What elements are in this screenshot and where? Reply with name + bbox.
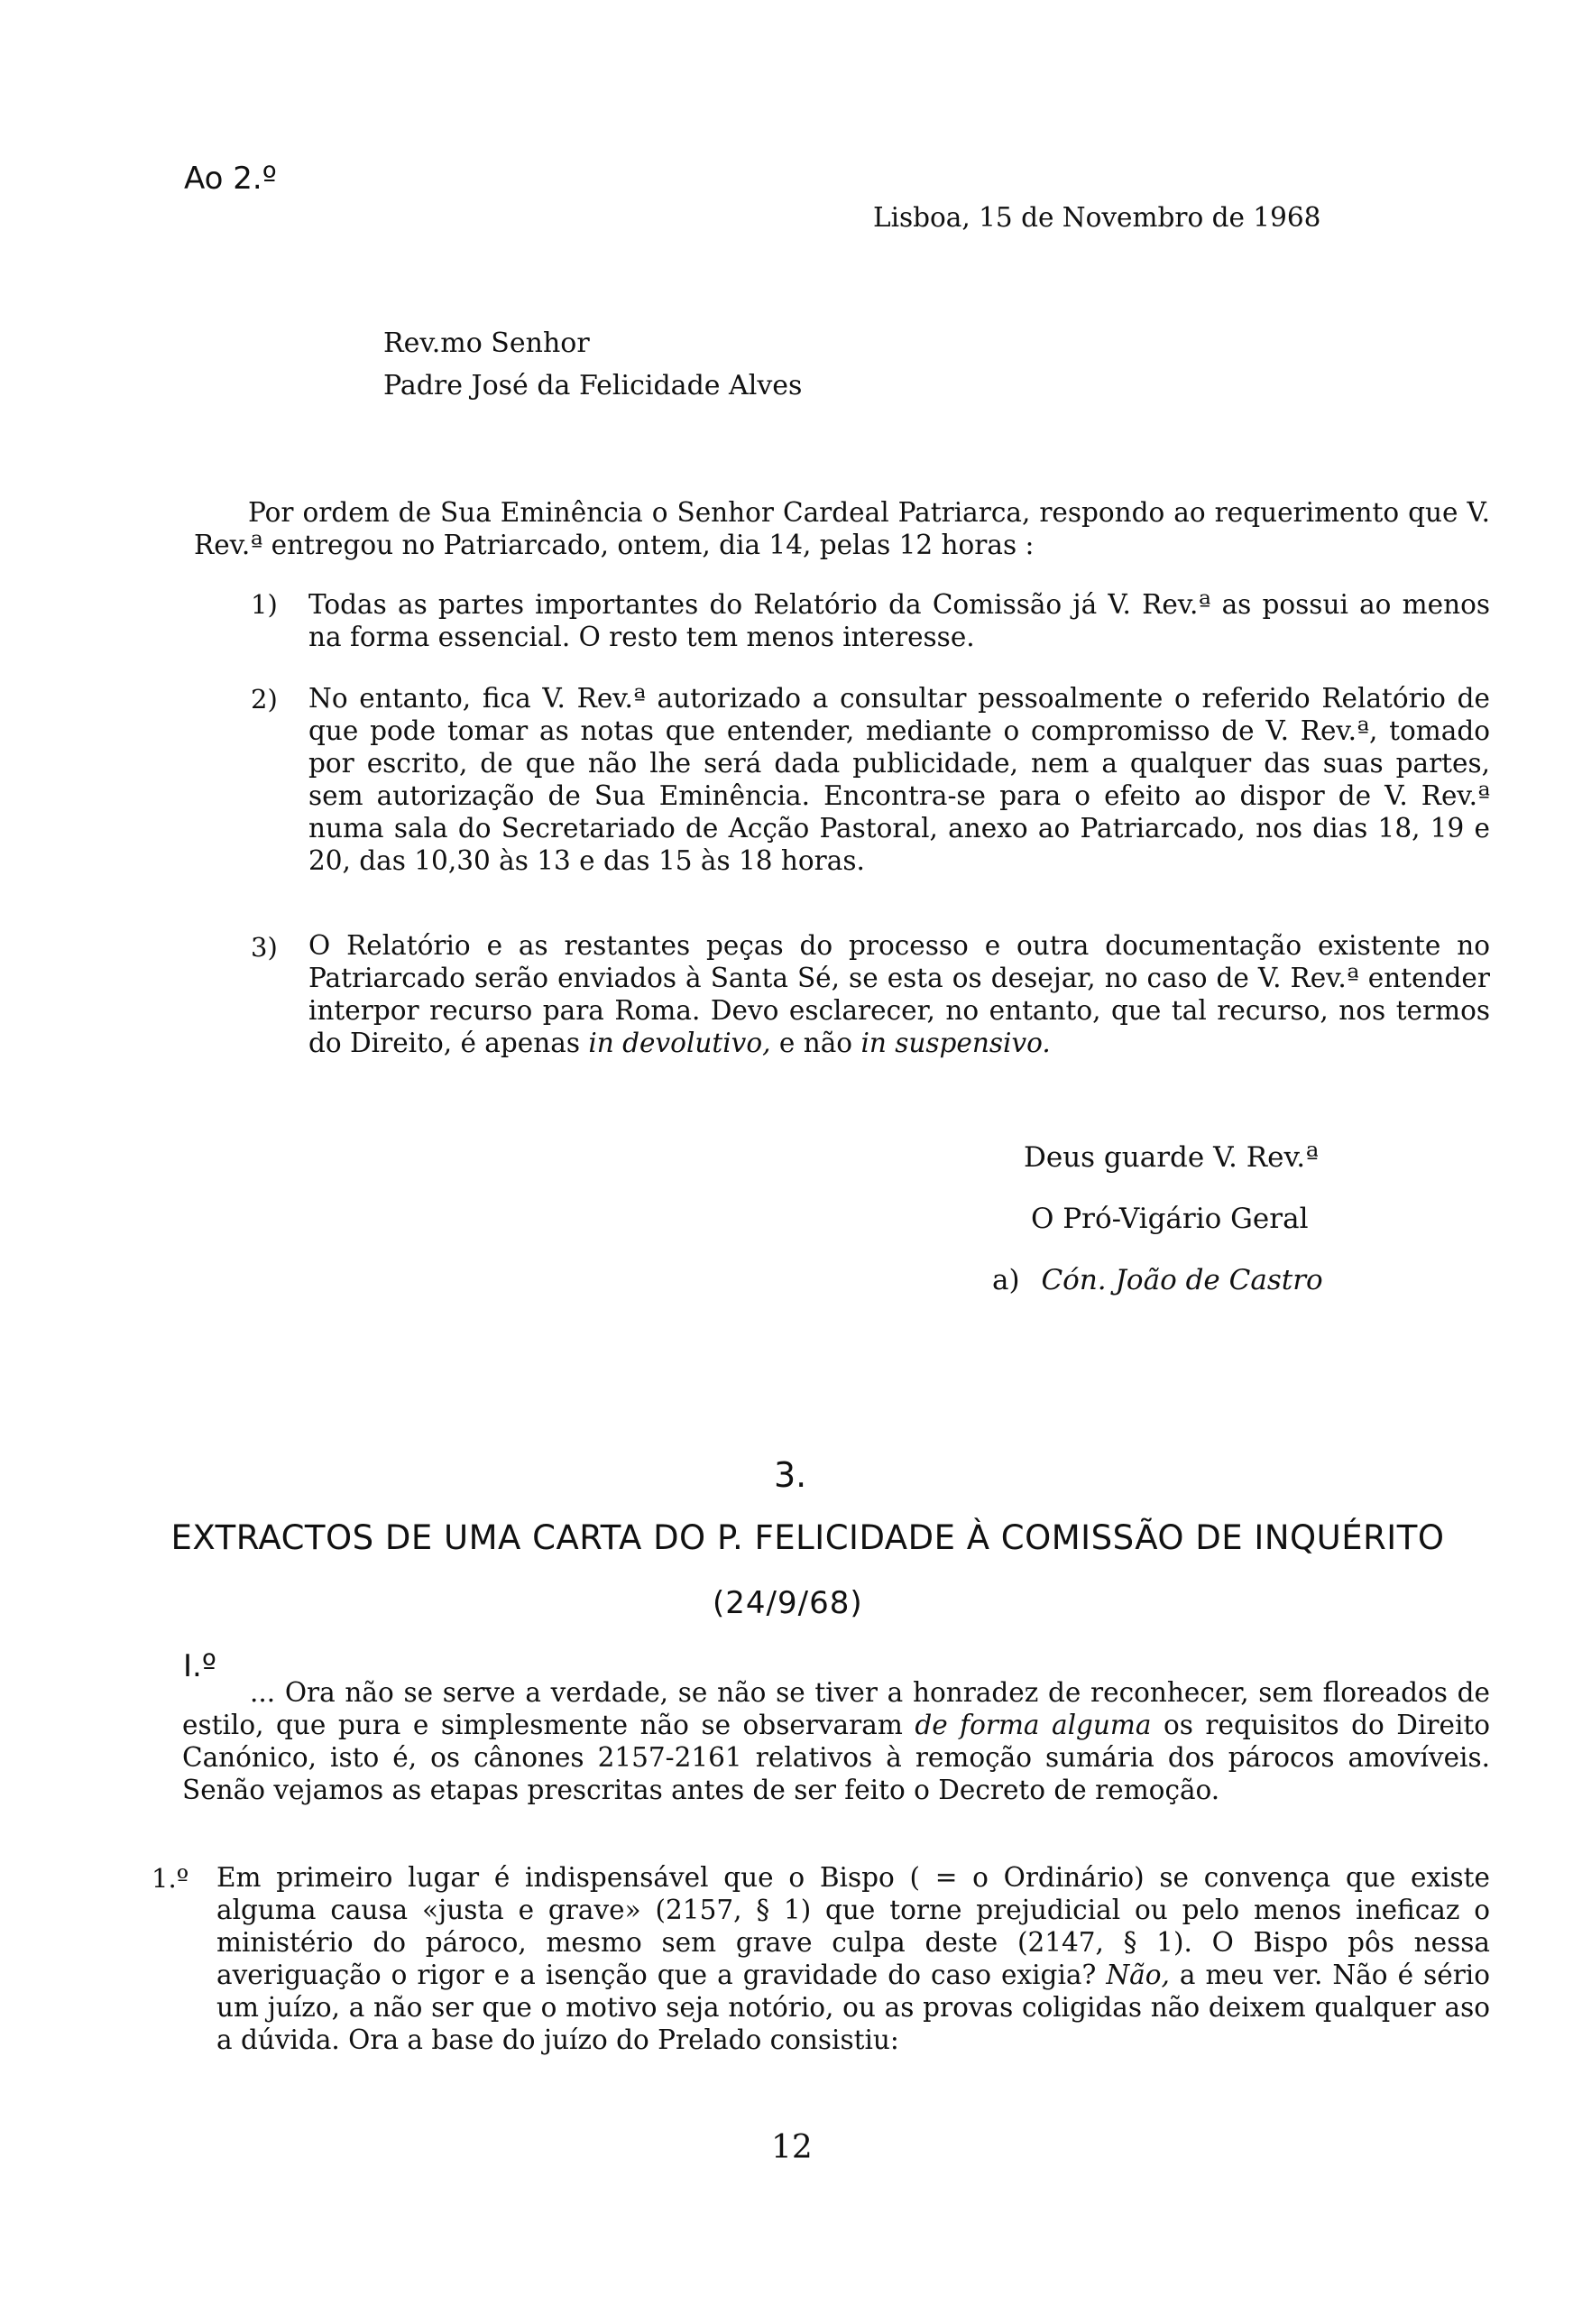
section-marker: I.º: [183, 1648, 216, 1684]
section-paragraph-text-1: ... Ora não se serve a verdade, se não se tiver a honradez de reconhecer, sem floreados de estilo, que pura e simplesmente não se observaram: [182, 1677, 1490, 1740]
page-number: 12: [771, 2129, 813, 2166]
section-date: (24/9/68): [713, 1585, 863, 1621]
item-2-number: 2): [251, 684, 278, 715]
section-item-text-2: a meu ver. Não é sério um juízo, a não ser que o motivo seja notório, ou as provas coligidas não deixem qualquer aso a dúvida. Ora a base do juízo do Prelado consistiu:: [216, 1960, 1490, 2055]
addressee-line-2: Padre José da Felicidade Alves: [383, 370, 803, 401]
signature: [992, 1264, 1323, 1296]
item-3-italic-suspensivo: in suspensivo.: [860, 1028, 1051, 1058]
signature-prefix: a): [992, 1264, 1020, 1296]
section-item-number: 1.º: [152, 1863, 189, 1894]
item-1-text: Todas as partes importantes do Relatório da Comissão já V. Rev.ª as possui ao menos na forma essencial. O resto tem menos interesse.: [308, 589, 1490, 652]
section-item-text-1: Em primeiro lugar é indispensável que o Bispo ( = o Ordinário) se convença que existe alguma causa «justa e grave» (2157, § 1) que torne prejudicial ou pelo menos ineficaz o ministério do pároco, mesmo sem grave culpa deste (2147, § 1). O Bispo pôs nessa averiguação o rigor e a isenção que a gravidade do caso exigia?: [216, 1862, 1490, 1990]
section-paragraph: [182, 1676, 1490, 1806]
closing-salutation: Deus guarde V. Rev.ª: [1024, 1141, 1319, 1174]
item-3-text: [308, 929, 1490, 1059]
item-3-number: 3): [251, 932, 278, 963]
document-tag: Ao 2.º: [184, 161, 277, 197]
signer-title: O Pró-Vigário Geral: [1031, 1203, 1309, 1235]
item-2-text: No entanto, fica V. Rev.ª autorizado a consultar pessoalmente o referido Relatório de que pode tomar as notas que entender, mediante o compromisso de V. Rev.ª, tomado por escrito, de que não lhe será dada publicidade, nem a qualquer das suas partes, sem autorização de Sua Eminência. Encontra-se para o efeito ao dispor de V. Rev.ª numa sala do Secretariado de Acção Pastoral, anexo ao Patriarcado, nos dias 18, 19 e 20, das 10,30 às 13 e das 15 às 18 horas.: [308, 683, 1490, 876]
item-3-italic-devolutivo: in devolutivo,: [588, 1028, 771, 1058]
section-paragraph-italic: de forma alguma: [915, 1710, 1152, 1740]
section-item-text: [216, 1861, 1490, 2056]
signature-name: Cón. João de Castro: [1041, 1264, 1323, 1296]
item-3-text-main: O Relatório e as restantes peças do processo e outra documentação existente no Patriarcado serão enviados à Santa Sé, se esta os desejar, no caso de V. Rev.ª entender interpor recurso para Roma. Devo esclarecer, no entanto, que tal recurso, nos termos do Direito, é apenas: [308, 930, 1490, 1058]
section-title: EXTRACTOS DE UMA CARTA DO P. FELICIDADE À COMISSÃO DE INQUÉRITO: [170, 1518, 1445, 1557]
letter-intro: Por ordem de Sua Eminência o Senhor Cardeal Patriarca, respondo ao requerimento que V. Rev.ª entregou no Patriarcado, ontem, dia 14, pelas 12 horas :: [194, 497, 1490, 560]
addressee-line-1: Rev.mo Senhor: [383, 327, 590, 359]
place-date: Lisboa, 15 de Novembro de 1968: [873, 202, 1321, 233]
section-number: 3.: [774, 1455, 807, 1495]
section-item-italic: Não,: [1106, 1960, 1170, 1990]
item-1-number: 1): [251, 589, 278, 620]
section-paragraph-text-2: os requisitos do Direito Canónico, isto é, os cânones 2157-2161 relativos à remoção sumária dos párocos amovíveis. Senão vejamos as etapas prescritas antes de ser feito o Decreto de remoção.: [182, 1710, 1490, 1805]
item-3-text-middle: e não: [778, 1028, 853, 1058]
